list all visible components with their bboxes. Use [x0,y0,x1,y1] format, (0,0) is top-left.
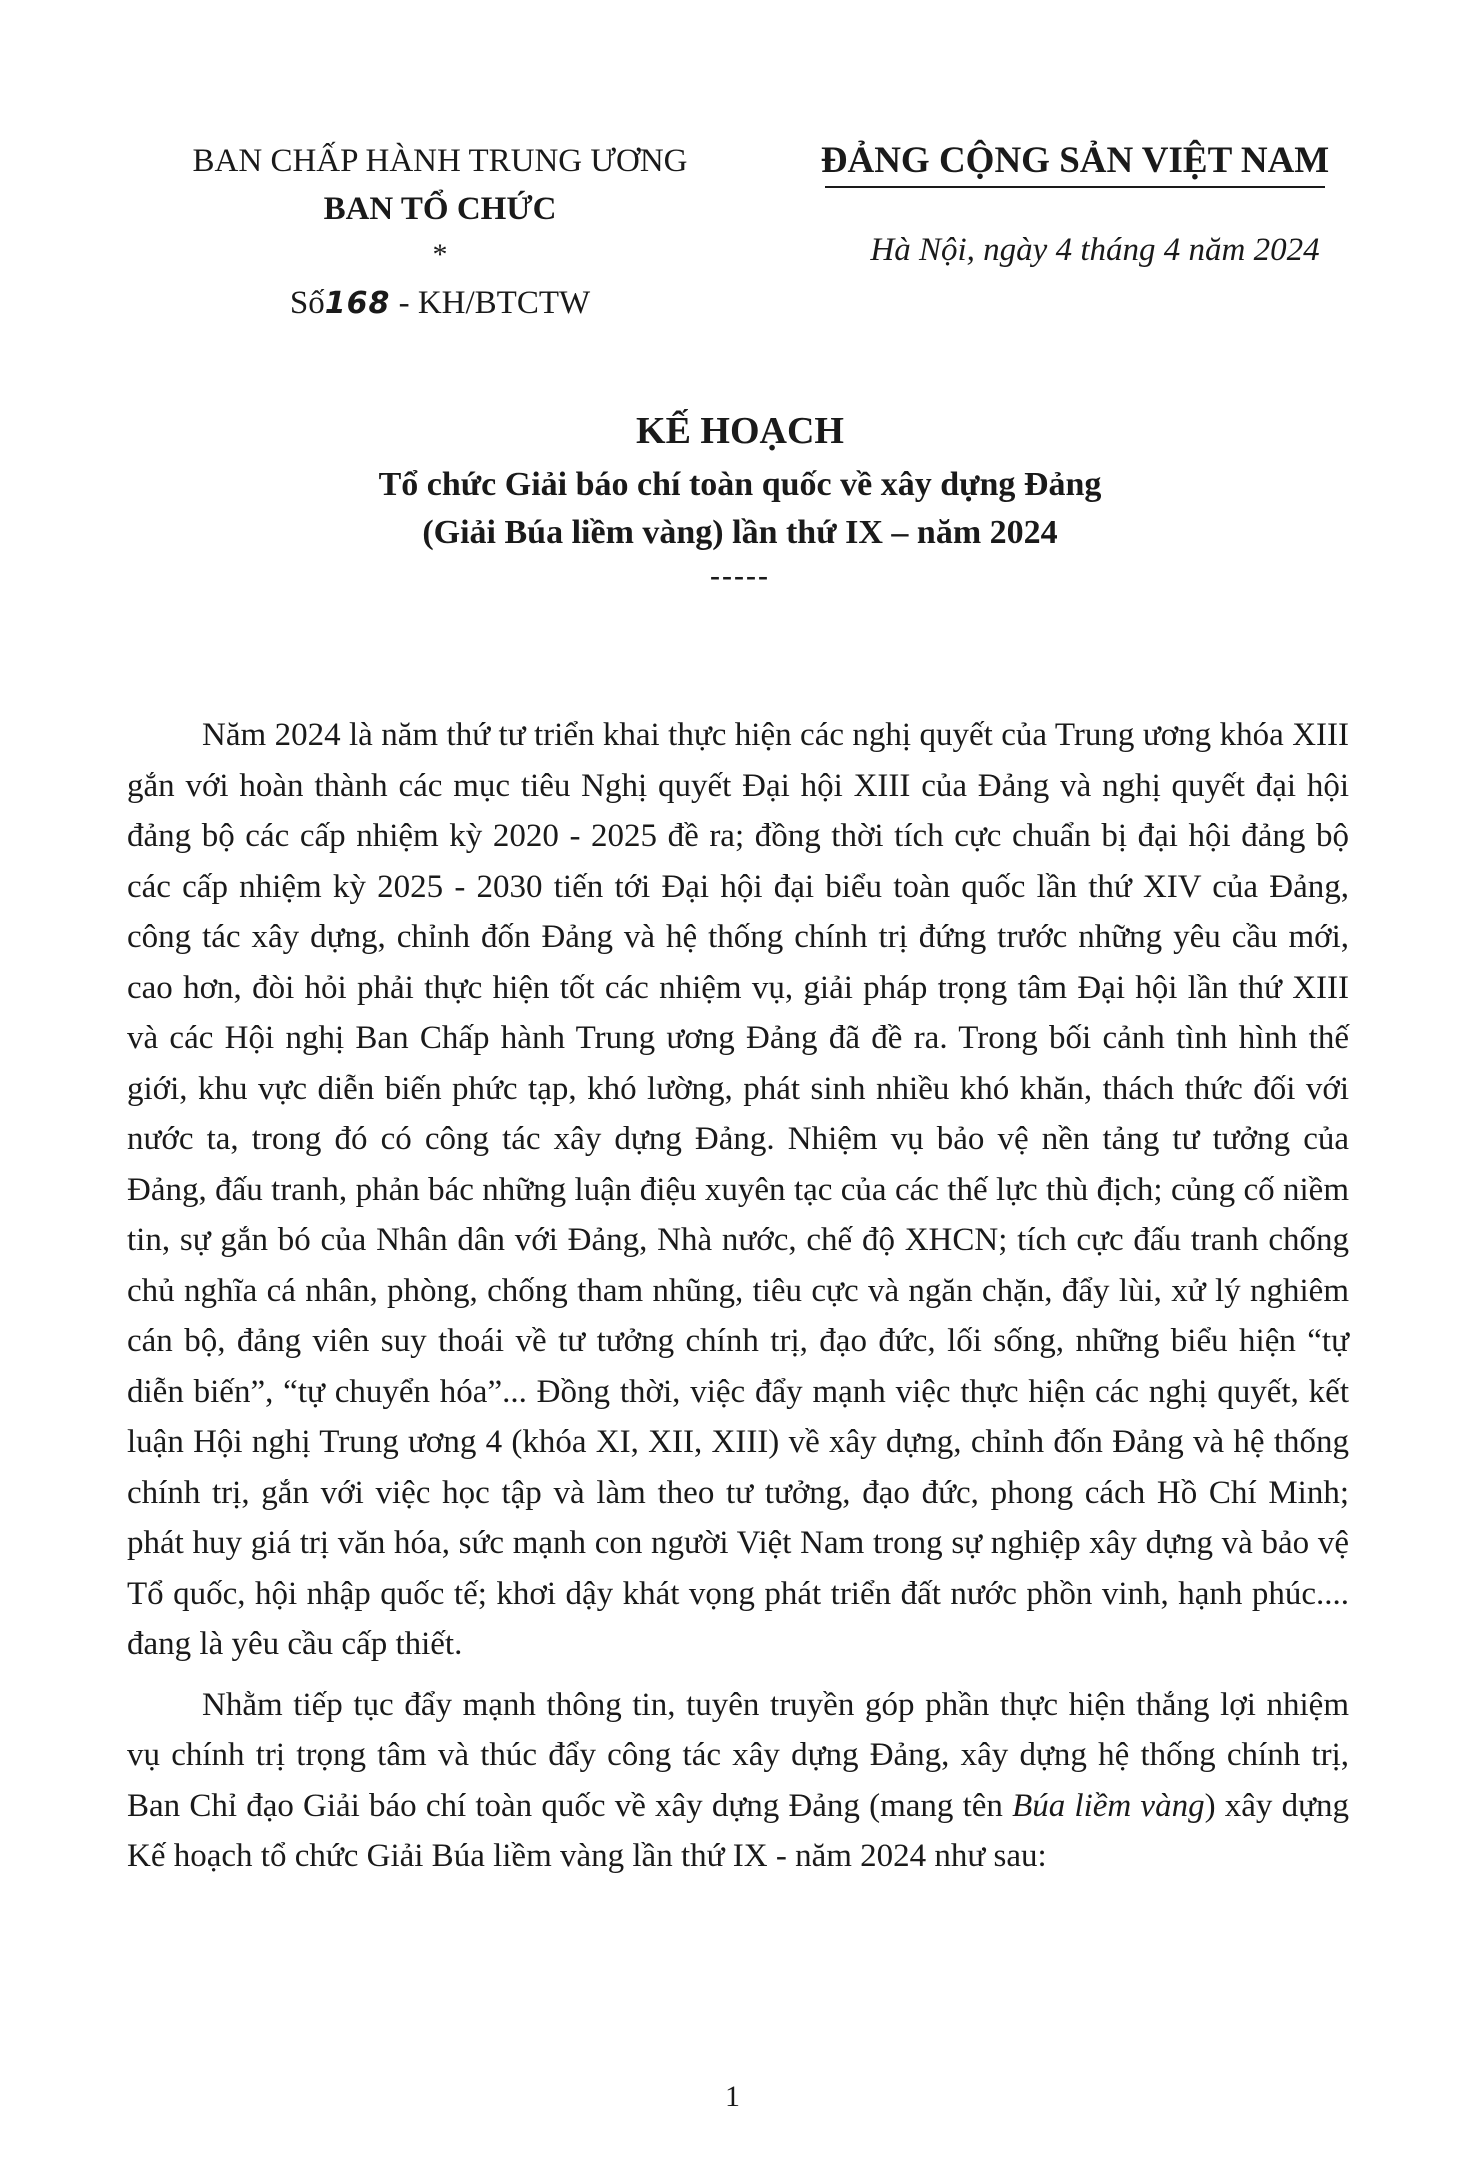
party-header-block [775,138,1375,272]
page-number: 1 [725,2080,740,2113]
document-body [127,710,1349,1882]
title-divider: ----- [710,559,770,592]
award-name-italic: Búa liềm vàng [1012,1787,1205,1824]
title-line-2: (Giải Búa liềm vàng) lần thứ IX – năm 2024 [422,514,1058,551]
org-line-1: BAN CHẤP HÀNH TRUNG ƯƠNG [192,143,688,179]
number-handwritten: 168 [324,286,391,321]
party-name: ĐẢNG CỘNG SẢN VIỆT NAM [820,140,1330,181]
body-paragraph-1: Năm 2024 là năm thứ tư triển khai thực hiện các nghị quyết của Trung ương khóa XIII gắn với hoàn thành các mục tiêu Nghị quyết Đại hội XIII của Đảng và nghị quyết đại hội đảng bộ các cấp nhiệm kỳ 2020 - 2025 đề ra; đồng thời tích cực chuẩn bị đại hội đảng bộ các cấp nhiệm kỳ 2025 - 2030 tiến tới Đại hội đại biểu toàn quốc lần thứ XIV của Đảng, công tác xây dựng, chỉnh đốn Đảng và hệ thống chính trị đứng trước những yêu cầu mới, cao hơn, đòi hỏi phải thực hiện tốt các nhiệm vụ, giải pháp trọng tâm Đại hội lần thứ XIII và các Hội nghị Ban Chấp hành Trung ương Đảng đã đề ra. Trong bối cảnh tình hình thế giới, khu vực diễn biến phức tạp, khó lường, phát sinh nhiều khó khăn, thách thức đối với nước ta, trong đó có công tác xây dựng Đảng. Nhiệm vụ bảo vệ nền tảng tư tưởng của Đảng, đấu tranh, phản bác những luận điệu xuyên tạc của các thế lực thù địch; củng cố niềm tin, sự gắn bó của Nhân dân với Đảng, Nhà nước, chế độ XHCN; tích cực đấu tranh chống chủ nghĩa cá nhân, phòng, chống tham nhũng, tiêu cực và ngăn chặn, đẩy lùi, xử lý nghiêm cán bộ, đảng viên suy thoái về tư tưởng chính trị, đạo đức, lối sống, những biểu hiện “tự diễn biến”, “tự chuyển hóa”... Đồng thời, việc đẩy mạnh việc thực hiện các nghị quyết, kết luận Hội nghị Trung ương 4 (khóa XI, XII, XIII) về xây dựng, chỉnh đốn Đảng và hệ thống chính trị, gắn với việc học tập và làm theo tư tưởng, đạo đức, phong cách Hồ Chí Minh; phát huy giá trị văn hóa, sức mạnh con người Việt Nam trong sự nghiệp xây dựng và bảo vệ Tổ quốc, hội nhập quốc tế; khơi dậy khát vọng phát triển đất nước phồn vinh, hạnh phúc.... đang là yêu cầu cấp thiết. [127,717,1349,1662]
number-suffix: - KH/BTCTW [390,285,591,321]
party-name-underline [825,186,1325,188]
body-paragraph-2 [127,1680,1349,1882]
paragraph-2-text-a: Nhằm tiếp tục đẩy mạnh thông tin, tuyên truyền góp phần thực hiện thắng lợi nhiệm vụ chính trị trọng tâm và thúc đẩy công tác xây dựng Đảng, xây dựng hệ thống chính trị, Ban Chỉ đạo Giải báo chí toàn quốc về xây dựng Đảng (mang tên [127,1686,1349,1824]
document-number [140,280,740,327]
issuing-agency-block [140,138,740,327]
issue-date: Hà Nội, ngày 4 tháng 4 năm 2024 [870,232,1320,268]
star-separator: * [432,238,448,271]
document-type: KẾ HOẠCH [636,410,844,452]
number-prefix: Số [289,285,325,321]
document-title-block [140,405,1340,591]
org-line-2: BAN TỔ CHỨC [323,191,557,227]
paragraph-2-text-b: ) xây dựng Kế hoạch tổ chức Giải Búa liềm vàng lần thứ IX - năm 2024 như sau: [127,1787,1349,1874]
title-line-1: Tổ chức Giải báo chí toàn quốc về xây dựng Đảng [378,466,1102,503]
